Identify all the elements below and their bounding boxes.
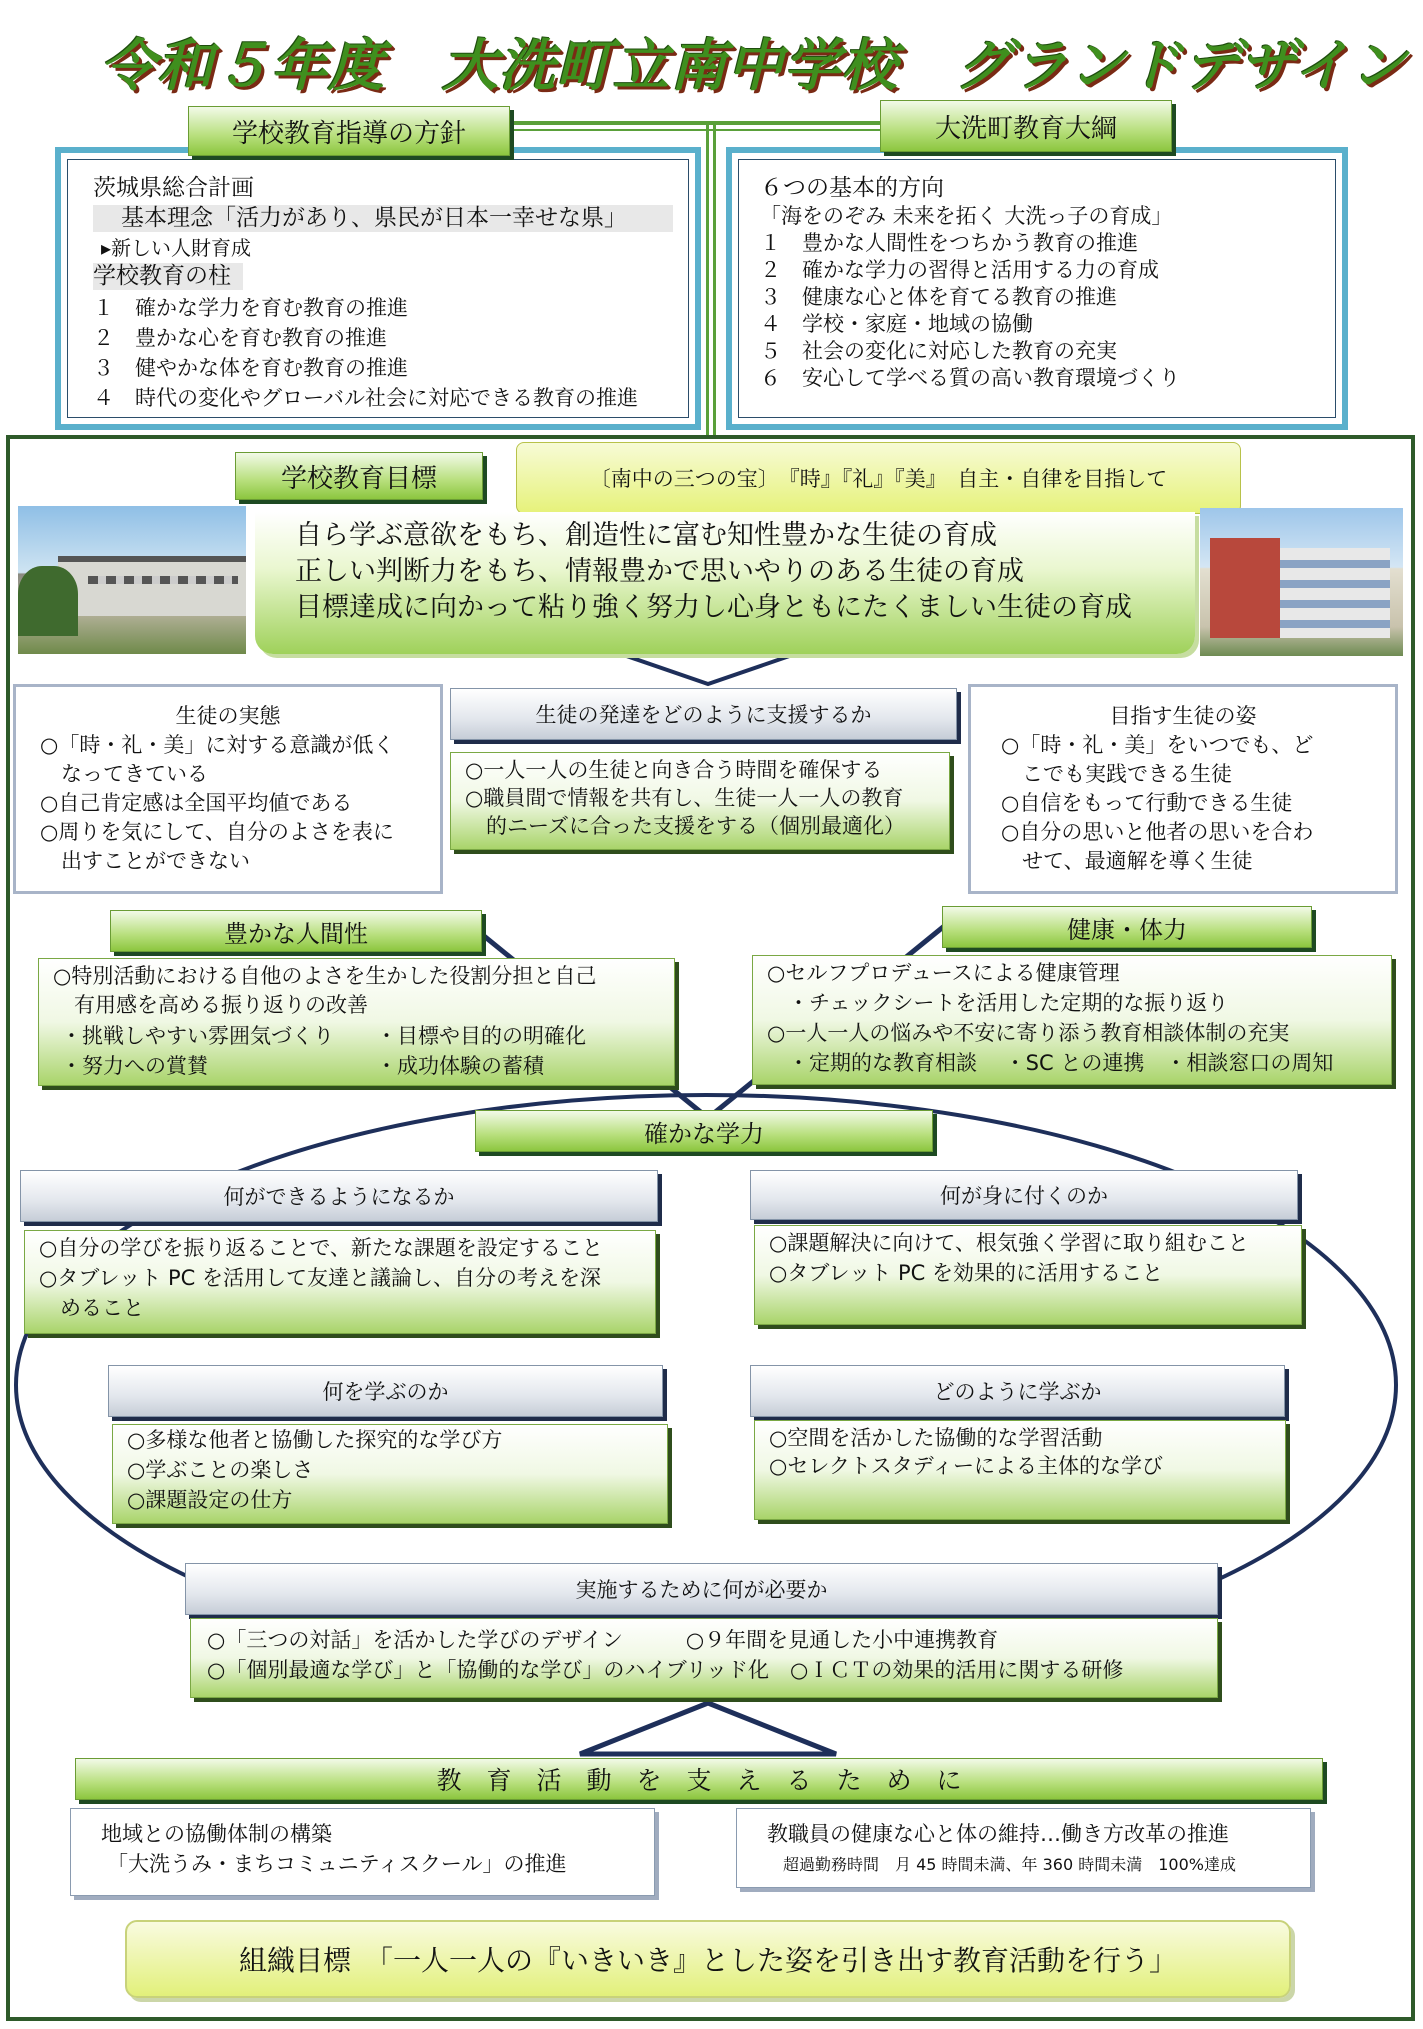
goal-line-3: 目標達成に向かって粘り強く努力し心身ともにたくましい生徒の育成 bbox=[295, 592, 1132, 623]
acquire-heading: 何が身に付くのか bbox=[750, 1170, 1298, 1220]
target-line-4: ○自分の思いと他者の思いを合わ bbox=[1001, 820, 1314, 844]
requirements-heading: 実施するために何が必要か bbox=[185, 1563, 1218, 1615]
staff-health-box bbox=[736, 1808, 1311, 1888]
status-line-1: ○「時・礼・美」に対する意識が低く bbox=[40, 733, 395, 757]
community-text: 「大洗うみ・まちコミュニティスクール」の推進 bbox=[107, 1852, 567, 1876]
can-do-line-2: ○タブレット PC を活用して友達と議論し、自分の考えを深 bbox=[39, 1266, 601, 1290]
status-line-2: なってきている bbox=[40, 762, 208, 786]
town-motto: 「海をのぞみ 未来を拓く 大洗っ子の育成」 bbox=[760, 204, 1173, 228]
support-line-2: ○職員間で情報を共有し、生徒一人一人の教育 bbox=[465, 786, 904, 810]
direction-5: ５ 社会の変化に対応した教育の充実 bbox=[760, 339, 1117, 363]
three-treasures-banner: 〔南中の三つの宝〕 『時』『礼』『美』 自主・自律を目指して bbox=[516, 442, 1241, 514]
school-building-photo bbox=[18, 506, 246, 654]
town-outline-box bbox=[726, 147, 1348, 430]
staff-health-heading: 教職員の健康な心と体の維持…働き方改革の推進 bbox=[767, 1822, 1229, 1846]
school-courtyard-photo bbox=[1200, 508, 1403, 656]
status-line-4: ○周りを気にして、自分のよさを表に bbox=[40, 820, 394, 844]
direction-4: ４ 学校・家庭・地域の協働 bbox=[760, 312, 1033, 336]
can-do-heading: 何ができるようになるか bbox=[20, 1170, 658, 1222]
humanity-tab: 豊かな人間性 bbox=[110, 910, 482, 952]
direction-3: ３ 健康な心と体を育てる教育の推進 bbox=[760, 285, 1117, 309]
health-line-3: ○一人一人の悩みや不安に寄り添う教育相談体制の充実 bbox=[767, 1021, 1290, 1045]
target-line-2: こでも実践できる生徒 bbox=[1001, 762, 1232, 786]
direction-heading: ６つの基本的方向 bbox=[760, 175, 944, 201]
pillar-3: ３ 健やかな体を育む教育の推進 bbox=[93, 356, 408, 380]
health-line-2: ・チェックシートを活用した定期的な振り返り bbox=[767, 991, 1229, 1015]
target-student-heading: 目指す生徒の姿 bbox=[1109, 704, 1257, 728]
target-line-3: ○自信をもって行動できる生徒 bbox=[1001, 791, 1293, 815]
direction-6: ６ 安心して学べる質の高い教育環境づくり bbox=[760, 366, 1180, 390]
plan-heading: 茨城県総合計画 bbox=[93, 175, 254, 201]
page-title: 令和５年度 大洗町立南中学校 グランドデザイン bbox=[100, 34, 1408, 99]
health-line-1: ○セルフプロデュースによる健康管理 bbox=[767, 961, 1120, 985]
sub-text: ▸新しい人財育成 bbox=[101, 236, 252, 260]
community-heading: 地域との協働体制の構築 bbox=[101, 1822, 332, 1846]
target-student-box bbox=[968, 684, 1398, 894]
requirements-line-1: ○「三つの対話」を活かした学びのデザイン ○９年間を見通した小中連携教育 bbox=[207, 1628, 999, 1652]
can-do-line-1: ○自分の学びを振り返ることで、新たな課題を設定すること bbox=[39, 1236, 603, 1260]
school-policy-box bbox=[55, 147, 701, 430]
direction-1: １ 豊かな人間性をつちかう教育の推進 bbox=[760, 231, 1138, 255]
pillar-4: ４ 時代の変化やグローバル社会に対応できる教育の推進 bbox=[93, 386, 638, 410]
pillar-1: １ 確かな学力を育む教育の推進 bbox=[93, 296, 408, 320]
community-box bbox=[70, 1808, 655, 1896]
goal-line-2: 正しい判断力をもち、情報豊かで思いやりのある生徒の育成 bbox=[295, 556, 1024, 587]
support-line-3: 的ニーズに合った支援をする（個別最適化） bbox=[465, 814, 905, 838]
requirements-body bbox=[190, 1618, 1218, 1698]
how-learn-line-2: ○セレクトスタディーによる主体的な学び bbox=[769, 1454, 1164, 1478]
requirements-line-2: ○「個別最適な学び」と「協働的な学び」のハイブリッド化 ○ＩＣＴの効果的活用に関する研修 bbox=[207, 1658, 1124, 1682]
school-policy-tab: 学校教育指導の方針 bbox=[188, 106, 510, 156]
humanity-line-2: 有用感を高める振り返りの改善 bbox=[53, 993, 368, 1017]
what-learn-line-1: ○多様な他者と協働した探究的な学び方 bbox=[127, 1428, 503, 1452]
how-learn-body bbox=[754, 1420, 1286, 1520]
support-heading: 生徒の発達をどのように支援するか bbox=[450, 688, 957, 740]
what-learn-heading: 何を学ぶのか bbox=[108, 1365, 663, 1417]
school-goal-box bbox=[255, 512, 1195, 654]
health-tab: 健康・体力 bbox=[942, 906, 1312, 948]
health-line-4: ・定期的な教育相談 ・SC との連携 ・相談窓口の周知 bbox=[767, 1051, 1334, 1075]
support-line-1: ○一人一人の生徒と向き合う時間を確保する bbox=[465, 758, 883, 782]
how-learn-heading: どのように学ぶか bbox=[750, 1365, 1285, 1417]
student-status-heading: 生徒の実態 bbox=[175, 704, 281, 728]
health-body bbox=[752, 955, 1392, 1085]
acquire-line-2: ○タブレット PC を効果的に活用すること bbox=[769, 1261, 1163, 1285]
humanity-line-4: ・努力への賞賛 ・成功体験の蓄積 bbox=[61, 1054, 544, 1078]
goal-line-1: 自ら学ぶ意欲をもち、創造性に富む知性豊かな生徒の育成 bbox=[295, 520, 997, 551]
acquire-body bbox=[754, 1225, 1302, 1325]
what-learn-line-2: ○学ぶことの楽しさ bbox=[127, 1458, 314, 1482]
academic-tab: 確かな学力 bbox=[475, 1110, 933, 1152]
town-outline-tab: 大洗町教育大綱 bbox=[880, 100, 1172, 152]
can-do-line-3: めること bbox=[39, 1296, 144, 1320]
humanity-line-3: ・挑戦しやすい雰囲気づくり ・目標や目的の明確化 bbox=[61, 1024, 586, 1048]
principle-text: 基本理念「活力があり、県民が日本一幸せな県」 bbox=[93, 205, 673, 232]
pillar-2: ２ 豊かな心を育む教育の推進 bbox=[93, 326, 387, 350]
target-line-1: ○「時・礼・美」をいつでも、ど bbox=[1001, 733, 1314, 757]
humanity-line-1: ○特別活動における自他のよさを生かした役割分担と自己 bbox=[53, 964, 597, 988]
how-learn-line-1: ○空間を活かした協働的な学習活動 bbox=[769, 1426, 1103, 1450]
goal-tab: 学校教育目標 bbox=[235, 452, 483, 500]
status-line-3: ○自己肯定感は全国平均値である bbox=[40, 791, 353, 815]
direction-2: ２ 確かな学力の習得と活用する力の育成 bbox=[760, 258, 1159, 282]
staff-health-text: 超過勤務時間 月 45 時間未満、年 360 時間未満 100%達成 bbox=[783, 1855, 1236, 1874]
student-status-box bbox=[13, 684, 443, 894]
support-activities-tab: 教 育 活 動 を 支 え る た め に bbox=[75, 1758, 1323, 1800]
what-learn-line-3: ○課題設定の仕方 bbox=[127, 1488, 293, 1512]
status-line-5: 出すことができない bbox=[40, 849, 250, 873]
what-learn-body bbox=[112, 1424, 668, 1524]
target-line-5: せて、最適解を導く生徒 bbox=[1001, 849, 1253, 873]
organization-goal: 組織目標 「一人一人の『いきいき』とした姿を引き出す教育活動を行う」 bbox=[125, 1920, 1291, 1998]
can-do-body bbox=[24, 1230, 656, 1334]
humanity-body bbox=[38, 958, 675, 1086]
support-body bbox=[450, 752, 950, 850]
acquire-line-1: ○課題解決に向けて、根気強く学習に取り組むこと bbox=[769, 1231, 1249, 1255]
pillar-heading: 学校教育の柱 bbox=[93, 263, 243, 290]
